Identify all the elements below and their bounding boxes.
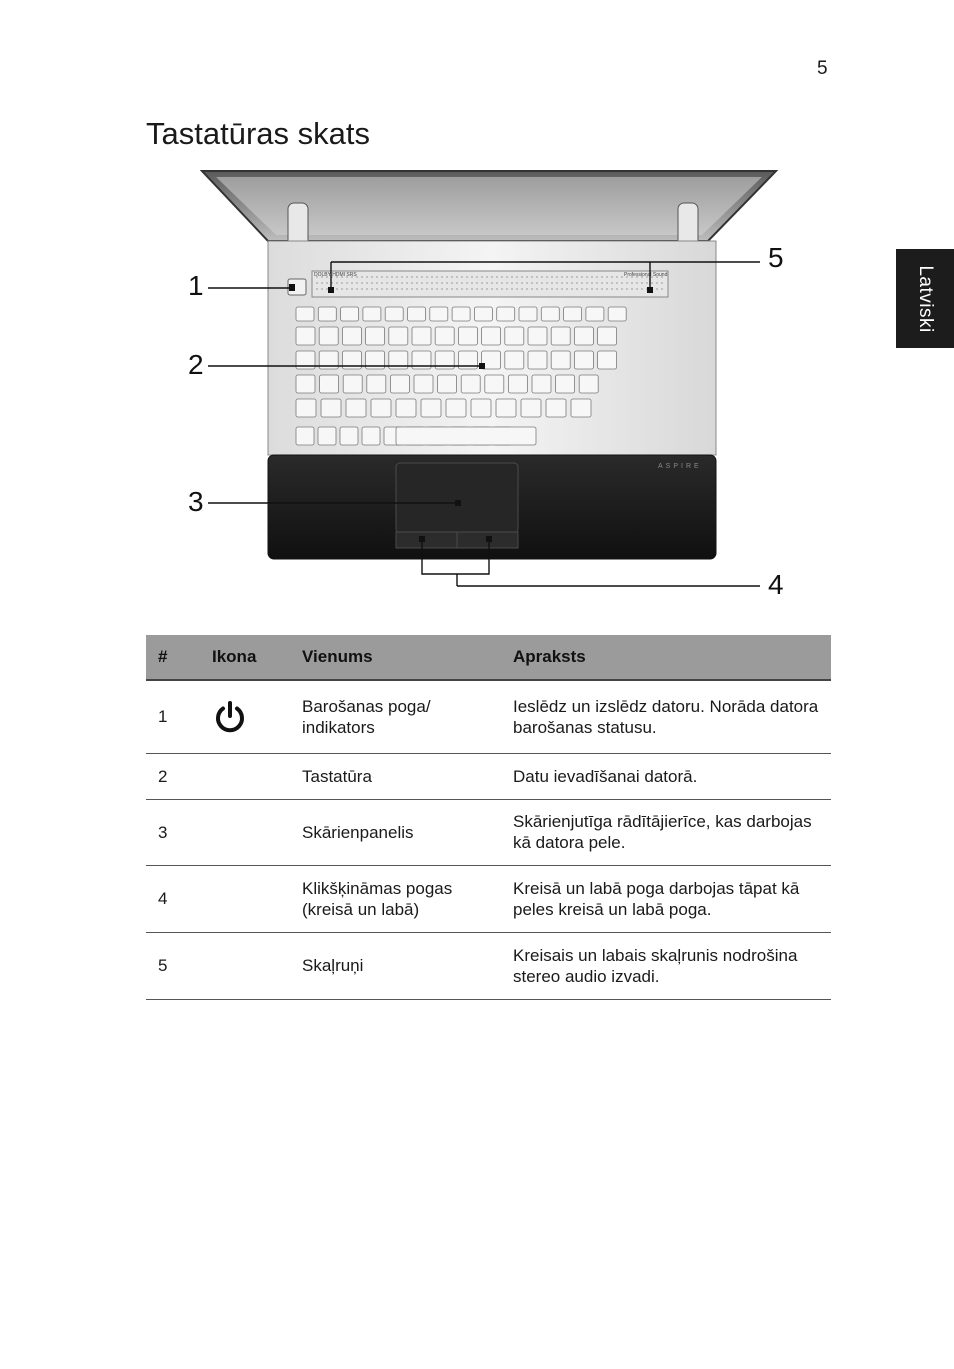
keyboard-key xyxy=(551,351,570,369)
language-tab-label: Latviski xyxy=(915,264,936,333)
keyboard-key xyxy=(371,399,391,417)
table-row xyxy=(146,680,831,753)
keyboard-key xyxy=(586,307,604,321)
keyboard-key xyxy=(551,327,570,345)
keyboard-key xyxy=(340,427,358,445)
keyboard-key xyxy=(528,327,547,345)
keyboard-key xyxy=(446,399,466,417)
spacebar-key xyxy=(396,427,536,445)
keyboard-key xyxy=(458,327,477,345)
row-icon-cell xyxy=(200,932,290,999)
speaker-grille xyxy=(312,271,668,297)
callout-3: 3 xyxy=(188,486,204,517)
keyboard-key xyxy=(608,307,626,321)
row-description: Skārienjutīga rādītājierīce, kas darbojas kā datora pele. xyxy=(501,799,831,865)
row-number: 1 xyxy=(146,680,200,753)
header-number: # xyxy=(146,635,200,680)
row-icon-cell xyxy=(200,753,290,799)
language-tab xyxy=(896,249,954,348)
row-item: Skaļruņi xyxy=(290,932,501,999)
keyboard-key xyxy=(385,307,403,321)
row-number: 5 xyxy=(146,932,200,999)
touchpad-left-button xyxy=(396,532,457,548)
keyboard-key xyxy=(296,427,314,445)
keyboard-key xyxy=(528,351,547,369)
keyboard-key xyxy=(482,327,501,345)
table-row xyxy=(146,799,831,865)
keyboard-key xyxy=(346,399,366,417)
keyboard-key xyxy=(343,375,362,393)
keyboard-key xyxy=(367,375,386,393)
row-item: Skārienpanelis xyxy=(290,799,501,865)
keyboard-key xyxy=(508,375,527,393)
speaker-grille-label-right: Professional Sound xyxy=(624,272,668,278)
keyboard-key xyxy=(598,327,617,345)
row-item: Barošanas poga/ indikators xyxy=(290,680,501,753)
row-description: Datu ievadīšanai datorā. xyxy=(501,753,831,799)
keyboard-key xyxy=(366,327,385,345)
keyboard-key xyxy=(363,307,381,321)
callout-5: 5 xyxy=(768,242,784,273)
row-number: 2 xyxy=(146,753,200,799)
keyboard-key xyxy=(342,327,361,345)
row-description: Kreisais un labais skaļrunis nodrošina stereo audio izvadi. xyxy=(501,932,831,999)
table-row xyxy=(146,753,831,799)
touchpad xyxy=(396,463,518,533)
row-item: Klikšķināmas pogas (kreisā un labā) xyxy=(290,865,501,932)
row-number: 4 xyxy=(146,865,200,932)
keyboard-key xyxy=(390,375,409,393)
row-icon-cell xyxy=(200,680,290,753)
keyboard-key xyxy=(556,375,575,393)
keyboard-key xyxy=(541,307,559,321)
header-description: Apraksts xyxy=(501,635,831,680)
keyboard-key xyxy=(421,399,441,417)
callout-1: 1 xyxy=(188,270,204,301)
keyboard-key xyxy=(452,307,470,321)
keyboard-key xyxy=(505,327,524,345)
keyboard-key xyxy=(505,351,524,369)
keyboard-key xyxy=(435,327,454,345)
page-number: 5 xyxy=(817,58,828,79)
laptop-illustration xyxy=(146,165,836,605)
keyboard-key xyxy=(296,399,316,417)
keyboard-key xyxy=(389,327,408,345)
callout-2: 2 xyxy=(188,349,204,380)
keyboard-key xyxy=(521,399,541,417)
speaker-grille-label-left: DOLBY HDMI SRS xyxy=(314,272,357,278)
header-icon: Ikona xyxy=(200,635,290,680)
keyboard-key xyxy=(414,375,433,393)
callout-4: 4 xyxy=(768,569,784,600)
keyboard-key xyxy=(296,327,315,345)
table-header-row xyxy=(146,635,831,680)
keyboard-key xyxy=(438,375,457,393)
keyboard-key xyxy=(318,427,336,445)
brand-mark: ASPIRE xyxy=(658,463,702,470)
keyboard-key xyxy=(318,307,336,321)
laptop-keyboard-figure xyxy=(146,165,836,605)
row-description: Kreisā un labā poga darbojas tāpat kā peles kreisā un labā poga. xyxy=(501,865,831,932)
keyboard-key xyxy=(574,327,593,345)
keyboard-key xyxy=(461,375,480,393)
keyboard-key xyxy=(519,307,537,321)
keyboard-key xyxy=(341,307,359,321)
keyboard-key xyxy=(579,375,598,393)
row-number: 3 xyxy=(146,799,200,865)
keyboard-key xyxy=(574,351,593,369)
keyboard-key xyxy=(532,375,551,393)
keyboard-key xyxy=(471,399,491,417)
keyboard-key xyxy=(546,399,566,417)
keyboard-key xyxy=(430,307,448,321)
keyboard-key xyxy=(296,307,314,321)
components-table xyxy=(146,635,831,1000)
table-row xyxy=(146,932,831,999)
keyboard-key xyxy=(396,399,416,417)
page-title: Tastatūras skats xyxy=(146,116,370,151)
row-item: Tastatūra xyxy=(290,753,501,799)
keyboard-key xyxy=(362,427,380,445)
power-icon xyxy=(212,699,248,735)
keyboard-key xyxy=(496,399,516,417)
keyboard-key xyxy=(408,307,426,321)
table-row xyxy=(146,865,831,932)
keyboard-key xyxy=(571,399,591,417)
keyboard-key xyxy=(412,327,431,345)
keyboard-key xyxy=(497,307,515,321)
keyboard-key xyxy=(319,327,338,345)
keyboard-key xyxy=(485,375,504,393)
row-description: Ieslēdz un izslēdz datoru. Norāda datora barošanas statusu. xyxy=(501,680,831,753)
keyboard-key xyxy=(474,307,492,321)
keyboard-key xyxy=(321,399,341,417)
keyboard-key xyxy=(320,375,339,393)
header-item: Vienums xyxy=(290,635,501,680)
keyboard-key xyxy=(598,351,617,369)
keyboard-key xyxy=(564,307,582,321)
keyboard-key xyxy=(296,375,315,393)
row-icon-cell xyxy=(200,799,290,865)
row-icon-cell xyxy=(200,865,290,932)
